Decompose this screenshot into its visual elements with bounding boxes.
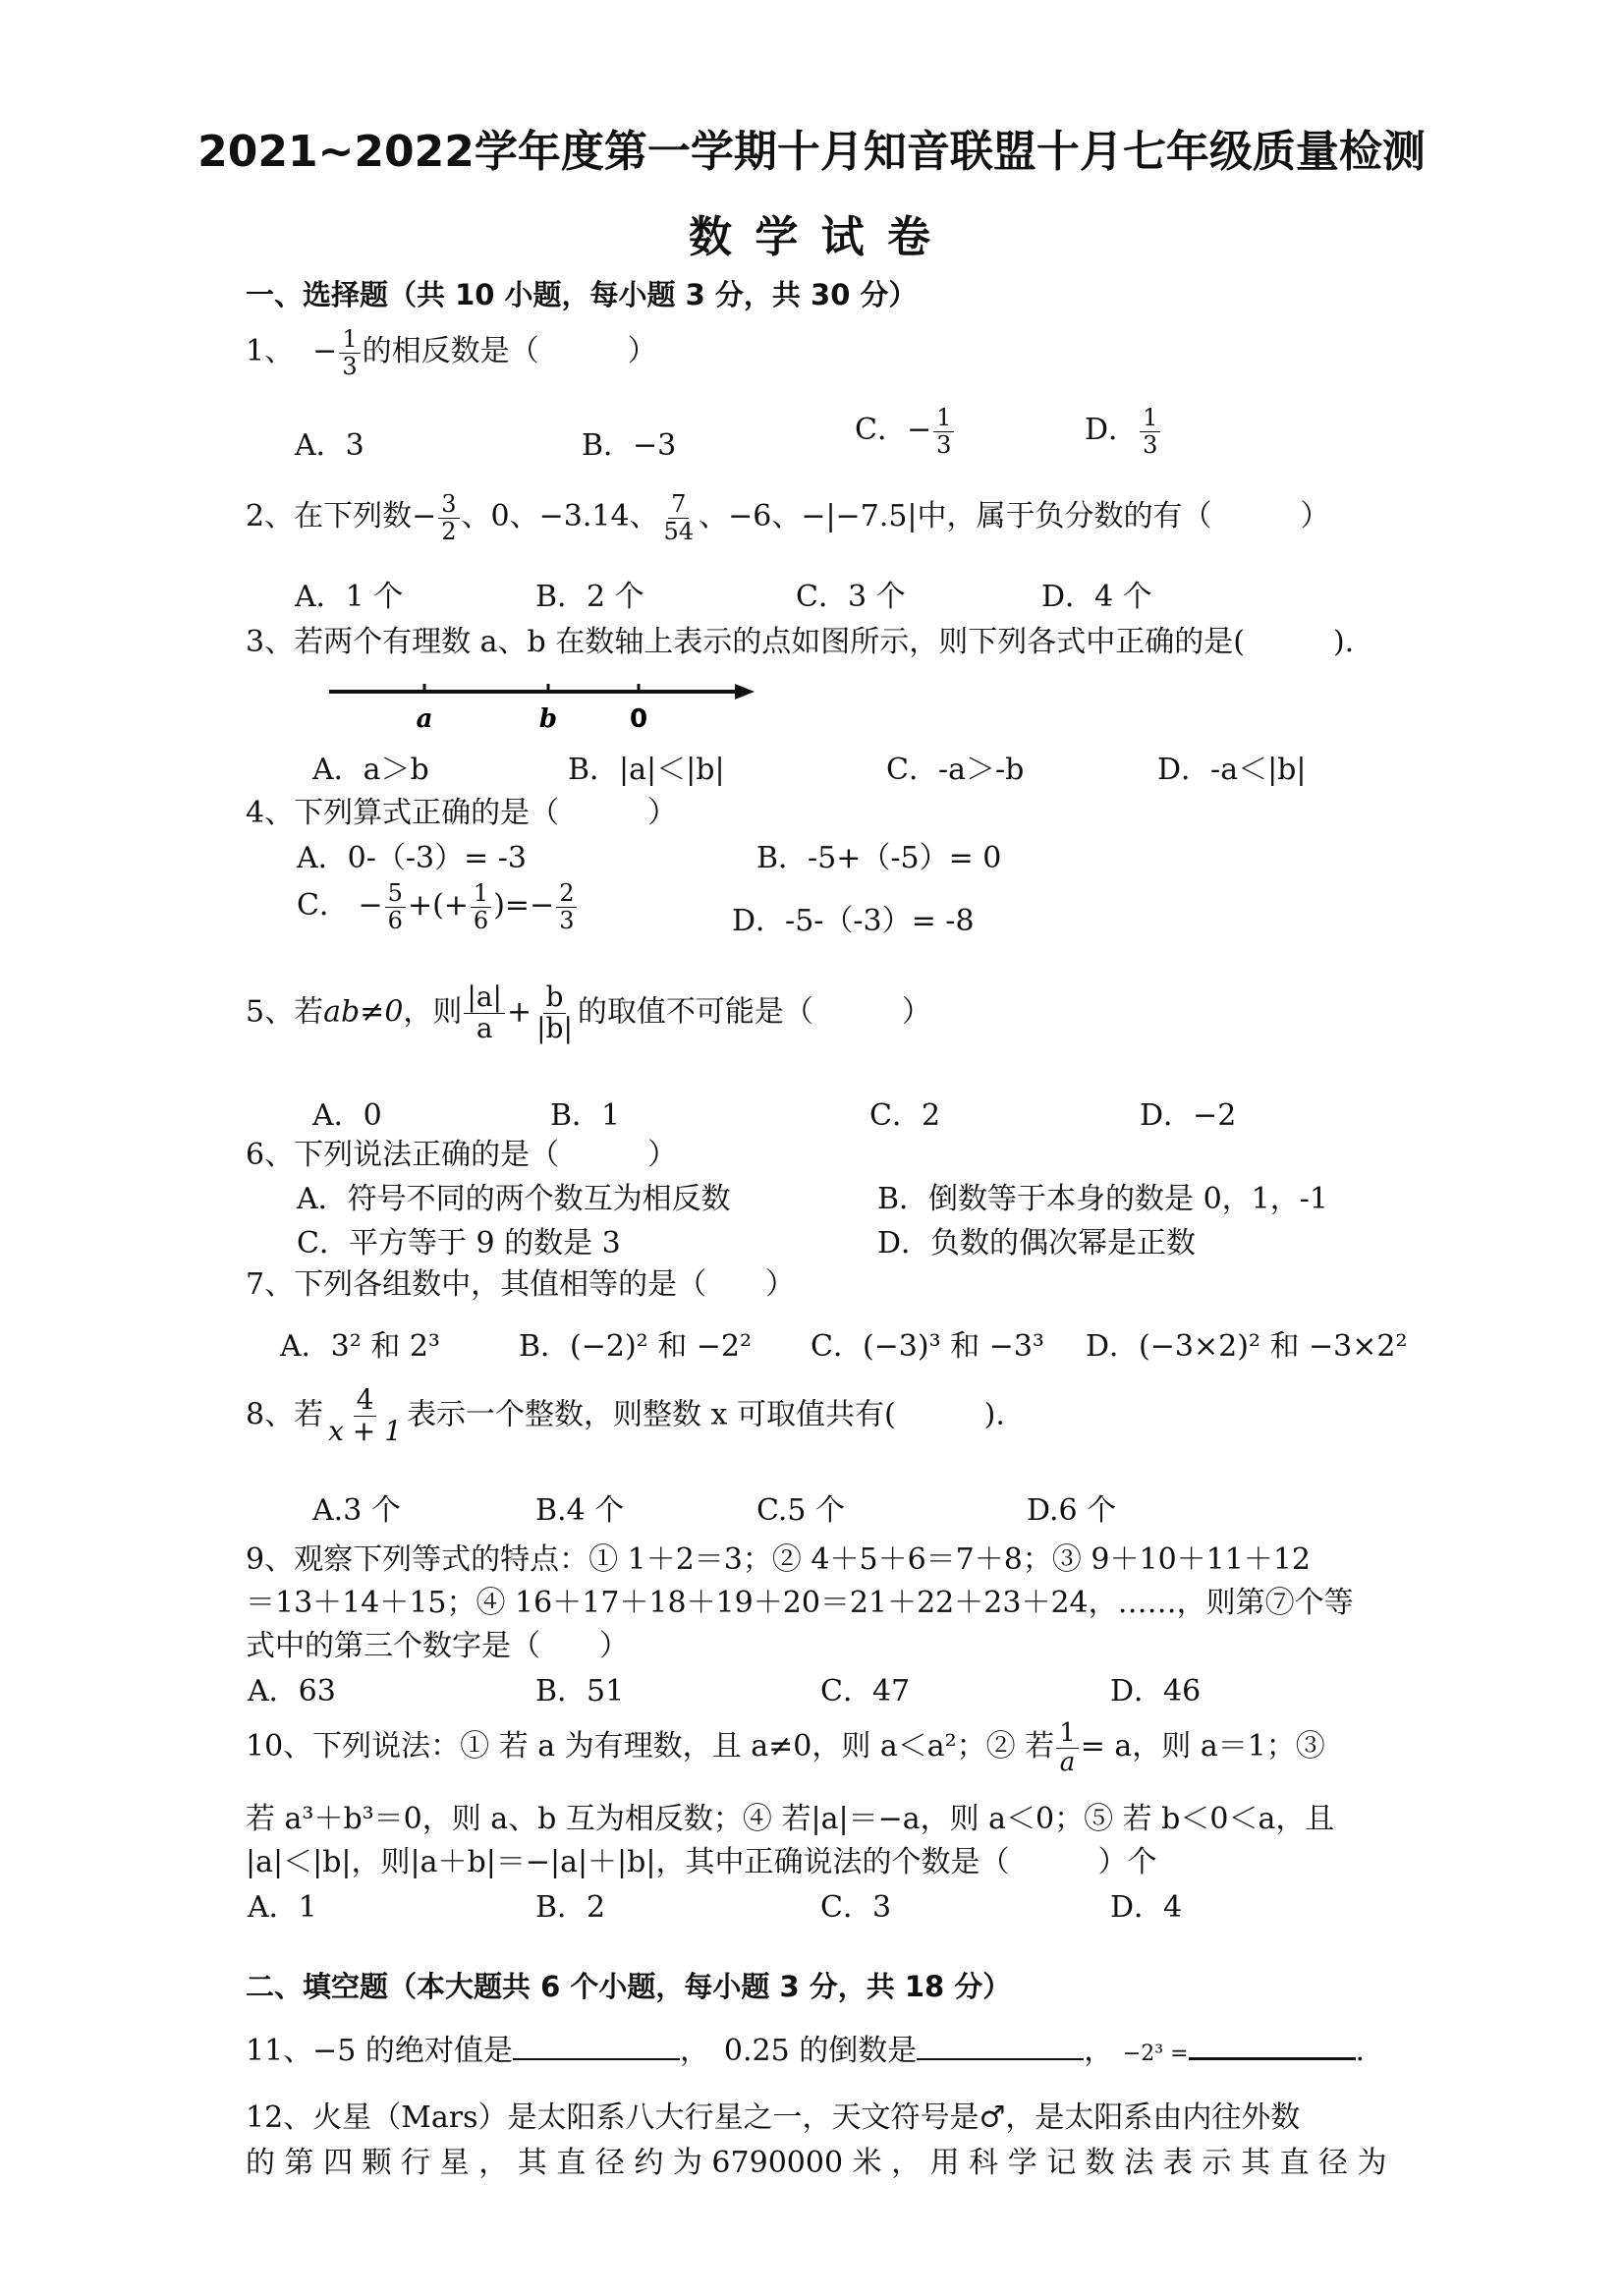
q3-option-c: C．-a＞-b	[886, 753, 1025, 787]
q5-option-a: A．0	[312, 1098, 382, 1133]
q6-option-a: A．符号不同的两个数互为相反数	[297, 1182, 731, 1216]
number-line-arrow	[735, 684, 755, 700]
q6-option-c: C．平方等于 9 的数是 3	[297, 1226, 621, 1260]
q9-option-b: B．51	[535, 1674, 625, 1708]
question-6: 6、下列说法正确的是（ ）	[246, 1138, 678, 1172]
q10-option-c: C．3	[820, 1890, 892, 1925]
question-3: 3、若两个有理数 a、b 在数轴上表示的点如图所示，则下列各式中正确的是( ).	[246, 625, 1355, 659]
q2-option-b: B．2 个	[535, 580, 644, 614]
question-1: 1、 − $\frac{1}{3}$ 的相反数是（ ）	[246, 325, 657, 380]
q3-option-a: A．a＞b	[312, 753, 429, 787]
exam-subtitle: 数 学 试 卷	[689, 212, 934, 262]
label-a: a	[416, 704, 433, 734]
q7-option-b: B．(−2)² 和 −2²	[519, 1329, 753, 1364]
question-2: 2、在下列数− $\frac{3}{2}$ 、0、−3.14、 $\frac{7}{54}$ 、−6、−|−7.5|中，属于负分数的有（ ）	[246, 490, 1330, 545]
q9-option-a: A．63	[248, 1674, 336, 1708]
q1-option-a: A．3	[295, 428, 364, 463]
question-7: 7、下列各组数中，其值相等的是（ ）	[246, 1267, 796, 1302]
question-12-line-2: 的 第 四 颗 行 星 ， 其 直 径 约 为 6790000 米 ， 用 科 学 记 数 法 表 示 其 直 径 为	[246, 2146, 1387, 2180]
exam-title: 2021~2022学年度第一学期十月知音联盟十月七年级质量检测	[197, 127, 1426, 177]
q6-option-b: B．倒数等于本身的数是 0，1，-1	[877, 1182, 1328, 1216]
answer-blank-11a[interactable]	[513, 2035, 680, 2060]
q8-option-c: C.5 个	[756, 1493, 846, 1528]
q9-option-d: D．46	[1110, 1674, 1202, 1708]
label-b: b	[538, 704, 558, 734]
q7-option-c: C．(−3)³ 和 −3³	[811, 1329, 1044, 1364]
number-line-figure	[324, 668, 756, 737]
q5-option-c: C．2	[869, 1098, 941, 1133]
question-4: 4、下列算式正确的是（ ）	[246, 796, 678, 830]
section-heading-choice: 一、选择题（共 10 小题，每小题 3 分，共 30 分）	[246, 278, 918, 311]
label-zero: 0	[629, 704, 648, 734]
question-9-line-2: ＝13＋14＋15；④ 16＋17＋18＋19＋20＝21＋22＋23＋24，……，则第⑦个等	[246, 1586, 1354, 1620]
q5-option-b: B．1	[550, 1098, 621, 1133]
section-heading-fill: 二、填空题（本大题共 6 个小题，每小题 3 分，共 18 分）	[246, 1970, 1012, 2003]
q4-option-a: A．0-（-3）= -3	[297, 841, 528, 875]
q3-option-d: D．-a＜|b|	[1157, 753, 1307, 787]
q10-option-a: A．1	[248, 1890, 317, 1925]
question-5: 5、若ab≠0，则 $\frac{|a|}{a}$ + $\frac{b}{|b|}$ 的取值不可能是（ ）	[246, 980, 931, 1044]
q7-option-a: A．3² 和 2³	[280, 1329, 440, 1364]
q8-option-d: D.6 个	[1027, 1493, 1117, 1528]
q1-option-b: B．−3	[582, 428, 677, 463]
q6-option-d: D．负数的偶次幂是正数	[877, 1226, 1197, 1260]
q7-option-d: D．(−3×2)² 和 −3×2²	[1086, 1329, 1408, 1364]
q5-option-d: D．−2	[1140, 1098, 1237, 1133]
q4-option-b: B．-5+（-5）= 0	[756, 841, 1002, 875]
q10-option-d: D．4	[1110, 1890, 1183, 1925]
answer-blank-11c[interactable]	[1189, 2034, 1356, 2060]
q2-option-d: D．4 个	[1041, 580, 1152, 614]
question-10-line-1: 10、下列说法：① 若 a 为有理数，且 a≠0，则 a＜a²；② 若 $\frac{1}{a}$ = a，则 a＝1；③	[246, 1718, 1325, 1777]
q10-option-b: B．2	[535, 1890, 606, 1925]
q8-option-b: B.4 个	[535, 1493, 625, 1528]
question-10-line-3: |a|＜|b|，则|a＋b|＝−|a|＋|b|，其中正确说法的个数是（ ）个	[246, 1845, 1157, 1879]
q1-option-d: D． $\frac{1}{3}$	[1085, 405, 1162, 458]
q2-option-c: C．3 个	[796, 580, 906, 614]
q8-option-a: A.3 个	[312, 1493, 401, 1528]
question-12-line-1: 12、火星（Mars）是太阳系八大行星之一，天文符号是♂，是太阳系由内往外数	[246, 2100, 1301, 2135]
question-8: 8、若 $\frac{4}{x + 1}$ 表示一个整数，则整数 x 可取值共有( ).	[246, 1383, 1005, 1447]
q2-option-a: A．1 个	[295, 580, 404, 614]
question-11: 11、−5 的绝对值是 ， 0.25 的倒数是 ， −2³ = .	[246, 2034, 1366, 2068]
q9-option-c: C．47	[820, 1674, 911, 1708]
q4-option-d: D．-5-（-3）= -8	[732, 904, 975, 938]
q3-option-b: B．|a|＜|b|	[568, 753, 725, 787]
answer-blank-11b[interactable]	[917, 2035, 1084, 2060]
question-10-line-2: 若 a³＋b³＝0，则 a、b 互为相反数；④ 若|a|＝−a，则 a＜0；⑤ 若 b＜0＜a，且	[246, 1802, 1335, 1836]
q4-option-c: C． − $\frac{5}{6}$ +(+ $\frac{1}{6}$ )=− $\frac{2}{3}$	[297, 880, 579, 933]
question-9-line-1: 9、观察下列等式的特点：① 1＋2＝3；② 4＋5＋6＝7＋8；③ 9＋10＋11＋12	[246, 1542, 1311, 1577]
q1-option-c: C．− $\frac{1}{3}$	[855, 405, 956, 458]
question-9-line-3: 式中的第三个数字是（ ）	[246, 1629, 629, 1663]
